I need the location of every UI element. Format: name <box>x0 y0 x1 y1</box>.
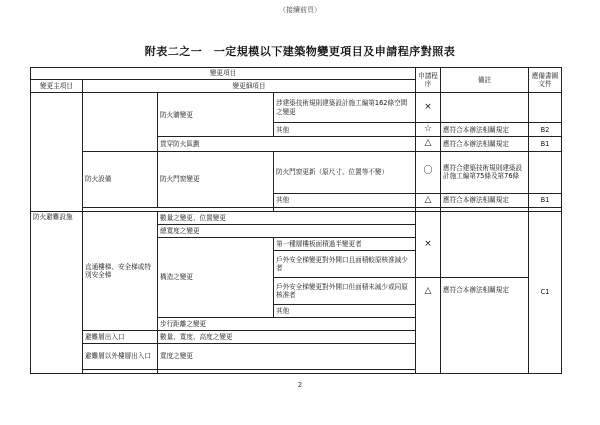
header-docs: 應備書圖文件 <box>529 68 562 93</box>
doc-cell: B1 <box>529 137 562 151</box>
procedure-symbol: △ <box>416 137 441 151</box>
fire-wall-detail: 涉建築技術規則建築設計施工編第162條空間之變更 <box>274 93 416 123</box>
fire-door-label: 防火門窗變更 <box>158 151 274 207</box>
fire-equip-label: 防火設備 <box>83 151 158 207</box>
header-sub-item: 變更細項目 <box>83 80 416 93</box>
remark-cell <box>441 93 529 123</box>
fire-wall-label: 防火牆變更 <box>158 93 274 137</box>
header-remark: 備註 <box>441 68 529 93</box>
header-items: 變更項目 <box>31 68 416 80</box>
cell-main-blank <box>31 93 83 212</box>
continued-note: （接續前頁） <box>279 6 321 14</box>
other-label: 其他 <box>274 123 416 137</box>
other-label: 其他 <box>274 304 416 317</box>
struct-detail-a: 第一種層樓板面積過半變更者 <box>274 237 416 250</box>
doc-cell: B1 <box>529 193 562 207</box>
refuge-other-detail: 寬度之變更 <box>158 343 416 369</box>
header-procedure: 申請程序 <box>416 68 441 93</box>
doc-cell: C1 <box>529 211 562 373</box>
procedure-symbol: 〇 <box>416 151 441 193</box>
qty-pos-label: 數量之變更、位置變更 <box>158 211 416 224</box>
remark-cell: 應符合本辦法相關規定 <box>441 123 529 137</box>
remark-cell <box>441 211 529 277</box>
stair-label: 直通樓梯、安全梯或特別安全梯 <box>83 211 158 330</box>
remark-cell: 應符合本辦法相關規定 <box>441 277 529 373</box>
change-items-table <box>30 67 562 374</box>
escape-label: 防火避難設施 <box>31 211 83 373</box>
struct-detail-c: 戶外安全梯變更對外開口但面積未減少或同原核准者 <box>274 277 416 304</box>
procedure-symbol: ☆ <box>416 123 441 137</box>
doc-cell: B2 <box>529 123 562 137</box>
struct-label: 構造之變更 <box>158 237 274 317</box>
remark-cell: 應符合本辦法相關規定 <box>441 193 529 207</box>
refuge-exit-label: 避難層出入口 <box>83 330 158 343</box>
through-label: 貫穿防火區劃 <box>158 137 416 151</box>
refuge-other-label: 避難層以外樓層出入口 <box>83 343 158 369</box>
page-title: 附表二之一 一定規模以下建築物變更項目及申請程序對照表 <box>144 45 456 58</box>
procedure-symbol: × <box>416 93 441 123</box>
fire-door-detail: 防火門窗更新（原尺寸、位置等不變） <box>274 151 416 193</box>
other-label: 其他 <box>274 193 416 207</box>
page-number: 2 <box>297 381 303 389</box>
header-main-item: 變更主項目 <box>31 80 83 93</box>
total-width-label: 總寬度之變更 <box>158 224 416 237</box>
procedure-symbol: × <box>416 211 441 277</box>
remark-cell: 應符合建築技術規則建築設計施工編第75條及第76條 <box>441 151 529 193</box>
struct-detail-b: 戶外安全梯變更對外開口且面積較原核准減少者 <box>274 250 416 277</box>
doc-cell <box>529 93 562 123</box>
cell-blank <box>83 93 158 152</box>
procedure-symbol: △ <box>416 193 441 207</box>
doc-cell <box>529 151 562 193</box>
step-dist-label: 步行距離之變更 <box>158 317 416 330</box>
cell-blank <box>83 369 158 373</box>
refuge-exit-detail: 數量、寬度、高度之變更 <box>158 330 416 343</box>
procedure-symbol: △ <box>416 277 441 373</box>
remark-cell: 應符合本辦法相關規定 <box>441 137 529 151</box>
cell-blank <box>158 369 416 373</box>
